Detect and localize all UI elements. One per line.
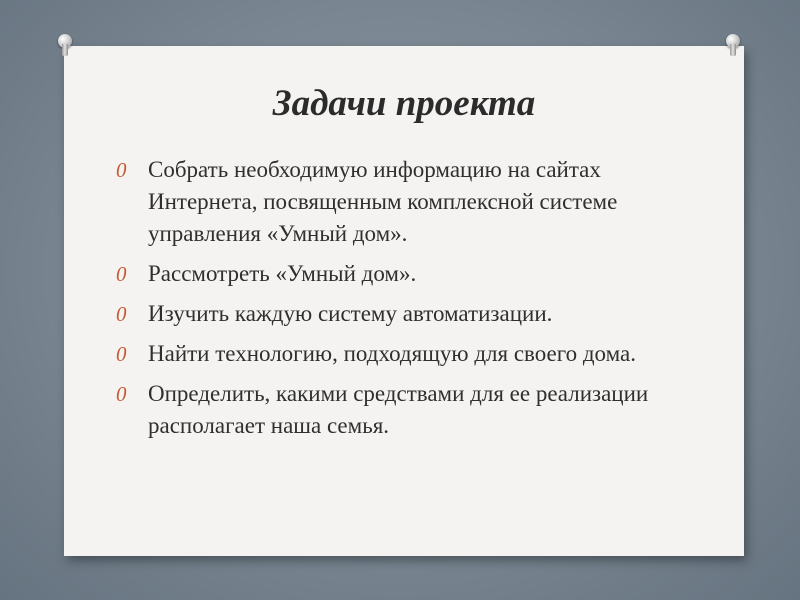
slide-title: Задачи проекта [272,83,536,124]
bullet-marker: 0 [116,302,127,326]
bullet-item [116,378,716,442]
bullet-item [116,338,716,370]
bullet-list [116,154,716,450]
bullet-marker: 0 [116,262,127,286]
bullet-text: Собрать необходимую информацию на сайтах Интернета, посвященным комплексной системе управления «Умный дом». [148,157,618,246]
bullet-marker: 0 [116,342,127,366]
pushpin-icon [58,34,72,58]
pushpin-icon [726,34,740,58]
bullet-text: Изучить каждую систему автоматизации. [148,301,553,326]
bullet-item [116,154,716,250]
bullet-item [116,298,716,330]
bullet-text: Рассмотреть «Умный дом». [148,261,417,286]
bullet-marker: 0 [116,382,127,406]
bullet-item [116,258,716,290]
bullet-text: Определить, какими средствами для ее реализации располагает наша семья. [148,381,649,438]
bullet-marker: 0 [116,158,127,182]
bullet-text: Найти технологию, подходящую для своего дома. [148,341,636,366]
